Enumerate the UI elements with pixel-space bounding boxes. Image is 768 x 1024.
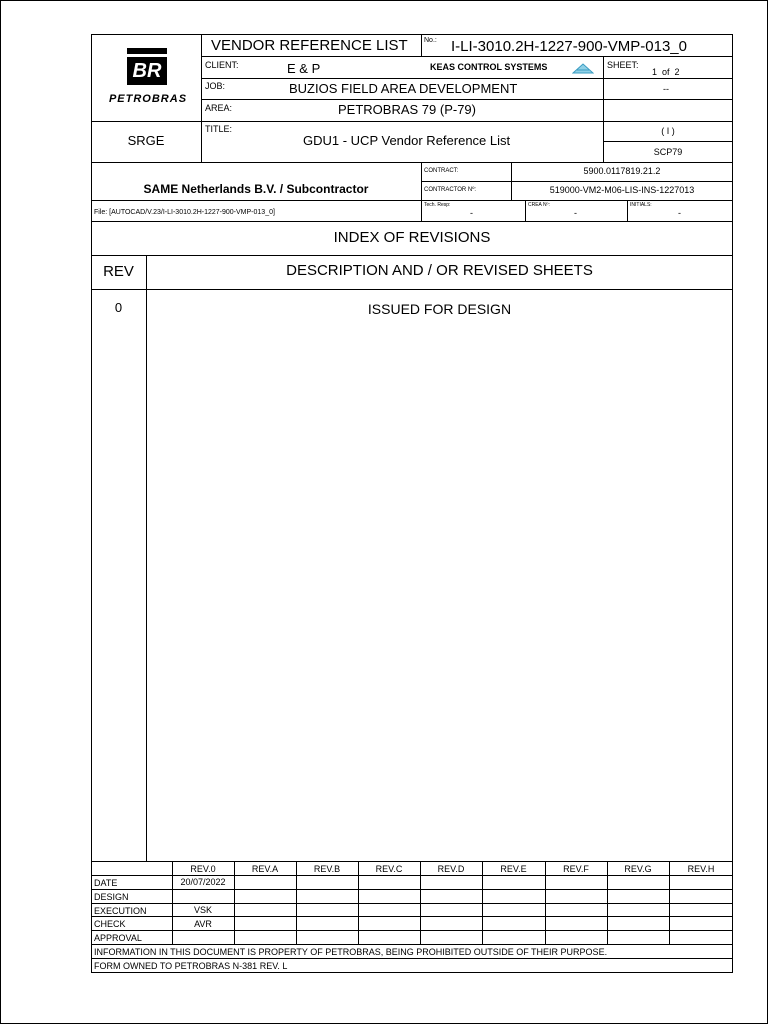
col-rev-h: REV.H <box>687 864 715 874</box>
job-label: JOB: <box>205 81 226 91</box>
sheet-value: 1 of 2 <box>652 67 680 77</box>
title-right-bottom: SCP79 <box>653 147 683 157</box>
cell-execution-rev0: VSK <box>193 905 212 915</box>
area-value: PETROBRAS 79 (P-79) <box>338 102 476 117</box>
vendor-name: KEAS CONTROL SYSTEMS <box>430 62 548 72</box>
col-rev-e: REV.E <box>500 864 527 874</box>
contractor-value: 519000-VM2-M06-LIS-INS-1227013 <box>549 185 695 195</box>
vendor-logo-icon <box>572 62 594 74</box>
revisions-block <box>91 221 733 862</box>
area-label: AREA: <box>205 103 233 113</box>
tech-value: - <box>470 208 473 218</box>
title-right-top: ( I ) <box>661 126 675 136</box>
rev-header: REV <box>103 263 134 280</box>
client-value: E & P <box>287 61 321 76</box>
ownership-notice: INFORMATION IN THIS DOCUMENT IS PROPERTY OF PETROBRAS, BEING PROHIBITED OUTSIDE OF THEIR PURPOSE. <box>94 947 608 957</box>
col-rev-f: REV.F <box>563 864 589 874</box>
logo-wordmark: PETROBRAS <box>108 93 188 105</box>
sheet-label: SHEET: <box>607 60 639 70</box>
form-notice: FORM OWNED TO PETROBRAS N-381 REV. L <box>94 961 288 971</box>
row-label-approval: APPROVAL <box>94 933 142 943</box>
contract-label: CONTRACT: <box>424 168 459 174</box>
tech-label: Tech. Resp: <box>424 202 451 208</box>
rev-entry-description: ISSUED FOR DESIGN <box>367 301 512 317</box>
crea-value: - <box>574 208 577 218</box>
subcontractor: SAME Netherlands B.V. / Subcontractor <box>143 182 369 196</box>
cell-date-rev0: 20/07/2022 <box>180 877 226 887</box>
doc-type: VENDOR REFERENCE LIST <box>211 37 408 54</box>
doc-number: I-LI-3010.2H-1227-900-VMP-013_0 <box>451 38 687 55</box>
initials-label: INITIALS: <box>630 202 652 208</box>
client-label: CLIENT: <box>205 60 239 70</box>
row-label-date: DATE <box>94 878 118 888</box>
desc-header: DESCRIPTION AND / OR REVISED SHEETS <box>286 262 593 279</box>
col-rev-a: REV.A <box>251 864 279 874</box>
title-label: TITLE: <box>205 124 233 134</box>
contract-value: 5900.0117819.21.2 <box>583 166 661 176</box>
job-value: BUZIOS FIELD AREA DEVELOPMENT <box>289 81 518 96</box>
crea-label: CREA Nº: <box>528 202 550 208</box>
cell-check-rev0: AVR <box>194 919 212 929</box>
row-label-execution: EXECUTION <box>94 906 147 916</box>
col-rev-g: REV.G <box>624 864 652 874</box>
col-rev-c: REV.C <box>375 864 403 874</box>
no-label: No.: <box>424 37 437 44</box>
title-value: GDU1 - UCP Vendor Reference List <box>303 133 511 148</box>
dept-code: SRGE <box>127 133 165 148</box>
job-right: -- <box>663 84 669 94</box>
row-label-design: DESIGN <box>94 892 129 902</box>
index-title: INDEX OF REVISIONS <box>333 229 491 246</box>
rev-entry-number: 0 <box>114 300 123 315</box>
col-rev-d: REV.D <box>437 864 465 874</box>
col-rev-b: REV.B <box>313 864 341 874</box>
initials-value: - <box>678 208 681 218</box>
col-rev-0: REV.0 <box>190 864 216 874</box>
br-logo-icon: BR <box>127 57 167 85</box>
row-label-check: CHECK <box>94 919 126 929</box>
petrobras-logo <box>95 40 201 118</box>
contractor-label: CONTRACTOR Nº: <box>424 187 477 193</box>
file-path: File: [AUTOCAD/V.23/I-LI-3010.2H-1227-900-VMP-013_0] <box>94 209 275 216</box>
